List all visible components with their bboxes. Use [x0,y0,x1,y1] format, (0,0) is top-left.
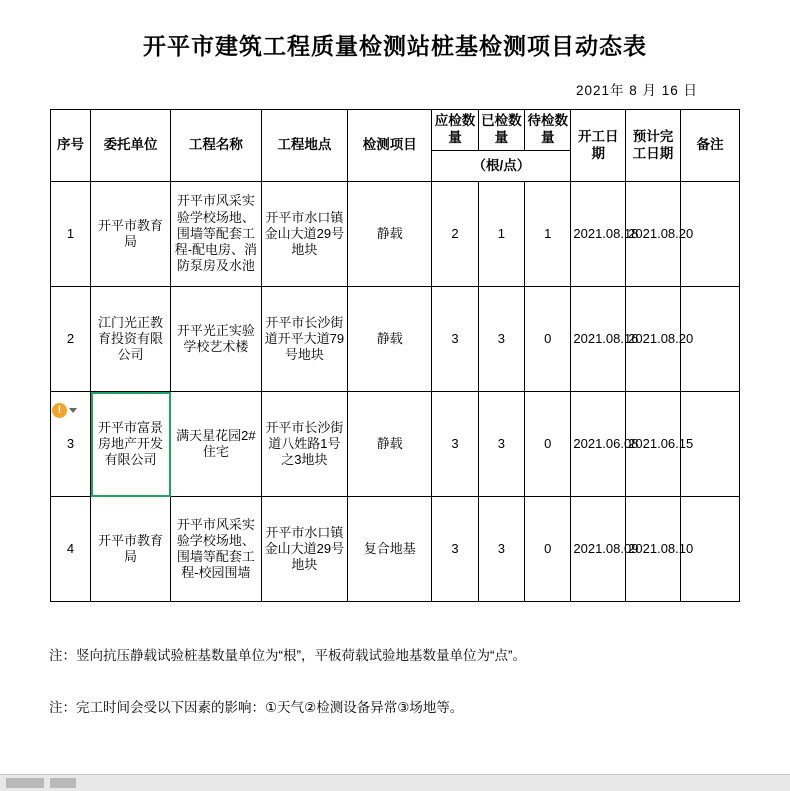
header-pending: 待检数量 [525,110,571,151]
note-completion-factors: 注：完工时间会受以下因素的影响：①天气②检测设备异常③场地等。 [49,700,464,716]
page-title: 开平市建筑工程质量检测站桩基检测项目动态表 [143,34,647,59]
cell-start-date[interactable]: 2021.08.16 [571,287,626,392]
header-start-date: 开工日期 [571,110,626,182]
cell-entrust-unit[interactable]: 开平市教育局 [91,497,171,602]
header-remark: 备注 [680,110,739,182]
warning-icon[interactable]: ! [52,403,67,418]
cell-start-date[interactable]: 2021.06.08 [571,392,626,497]
table-container [50,109,740,602]
note-unit-explanation: 注：竖向抗压静载试验桩基数量单位为“根”，平板荷载试验地基数量单位为“点”。 [49,648,526,663]
cell-tested[interactable]: 3 [478,287,524,392]
cell-project-location[interactable]: 开平市长沙街道开平大道79号地块 [261,287,347,392]
cell-pending[interactable]: 0 [525,497,571,602]
cell-pending[interactable]: 1 [525,182,571,287]
cell-expected-finish-date[interactable]: 2021.08.10 [626,497,681,602]
cell-project-location[interactable]: 开平市水口镇金山大道29号地块 [261,497,347,602]
cell-seq[interactable]: 3 [51,392,91,497]
header-unit-note: （根/点） [432,151,571,182]
cell-expected-finish-date[interactable]: 2021.06.15 [626,392,681,497]
header-project-location: 工程地点 [261,110,347,182]
header-expected-finish-date: 预计完工日期 [626,110,681,182]
table-row[interactable] [51,392,740,497]
date-text: 2021年 8 月 16 日 [575,83,698,98]
taskbar-items [0,775,790,791]
cell-test-item[interactable]: 静载 [348,182,432,287]
taskbar-item-2[interactable] [50,778,76,788]
cell-project-name[interactable]: 满天星花园2#住宅 [171,392,262,497]
cell-should-test[interactable]: 3 [432,287,478,392]
table-row[interactable] [51,182,740,287]
cell-project-location[interactable]: 开平市长沙街道八姓路1号之3地块 [261,392,347,497]
header-project-name: 工程名称 [171,110,262,182]
header-should-test: 应检数量 [432,110,478,151]
cell-seq[interactable]: 1 [51,182,91,287]
header-seq: 序号 [51,110,91,182]
cell-pending[interactable]: 0 [525,392,571,497]
cell-should-test[interactable]: 3 [432,392,478,497]
cell-start-date[interactable]: 2021.08.18 [571,182,626,287]
cell-project-name[interactable]: 开平市风采实验学校场地、围墙等配套工程-校园围墙 [171,497,262,602]
cell-pending[interactable]: 0 [525,287,571,392]
table-row[interactable] [51,287,740,392]
cell-tested[interactable]: 3 [478,497,524,602]
cell-project-name[interactable]: 开平光正实验学校艺术楼 [171,287,262,392]
cell-expected-finish-date[interactable]: 2021.08.20 [626,182,681,287]
cell-seq[interactable]: 4 [51,497,91,602]
cell-warning-indicator[interactable] [52,403,77,418]
header-tested: 已检数量 [478,110,524,151]
cell-tested[interactable]: 3 [478,392,524,497]
cell-seq[interactable]: 2 [51,287,91,392]
header-test-item: 检测项目 [348,110,432,182]
header-entrust-unit: 委托单位 [91,110,171,182]
cell-project-location[interactable]: 开平市水口镇金山大道29号地块 [261,182,347,287]
cell-tested[interactable]: 1 [478,182,524,287]
notes-section [41,646,749,719]
chevron-down-icon[interactable] [69,408,77,413]
cell-test-item[interactable]: 复合地基 [348,497,432,602]
pile-test-table [50,109,740,602]
cell-test-item[interactable]: 静载 [348,287,432,392]
cell-expected-finish-date[interactable]: 2021.08.20 [626,287,681,392]
document-date [0,79,790,99]
cell-should-test[interactable]: 2 [432,182,478,287]
taskbar[interactable] [0,774,790,791]
cell-should-test[interactable]: 3 [432,497,478,602]
cell-project-name[interactable]: 开平市风采实验学校场地、围墙等配套工程-配电房、消防泵房及水池 [171,182,262,287]
taskbar-item-1[interactable] [6,778,44,788]
cell-start-date[interactable]: 2021.08.09 [571,497,626,602]
cell-test-item[interactable]: 静载 [348,392,432,497]
cell-entrust-unit[interactable]: 江门光正教育投资有限公司 [91,287,171,392]
cell-entrust-unit[interactable]: 开平市教育局 [91,182,171,287]
cell-entrust-unit-selected[interactable]: 开平市富景房地产开发有限公司 [91,392,171,497]
table-row[interactable] [51,497,740,602]
